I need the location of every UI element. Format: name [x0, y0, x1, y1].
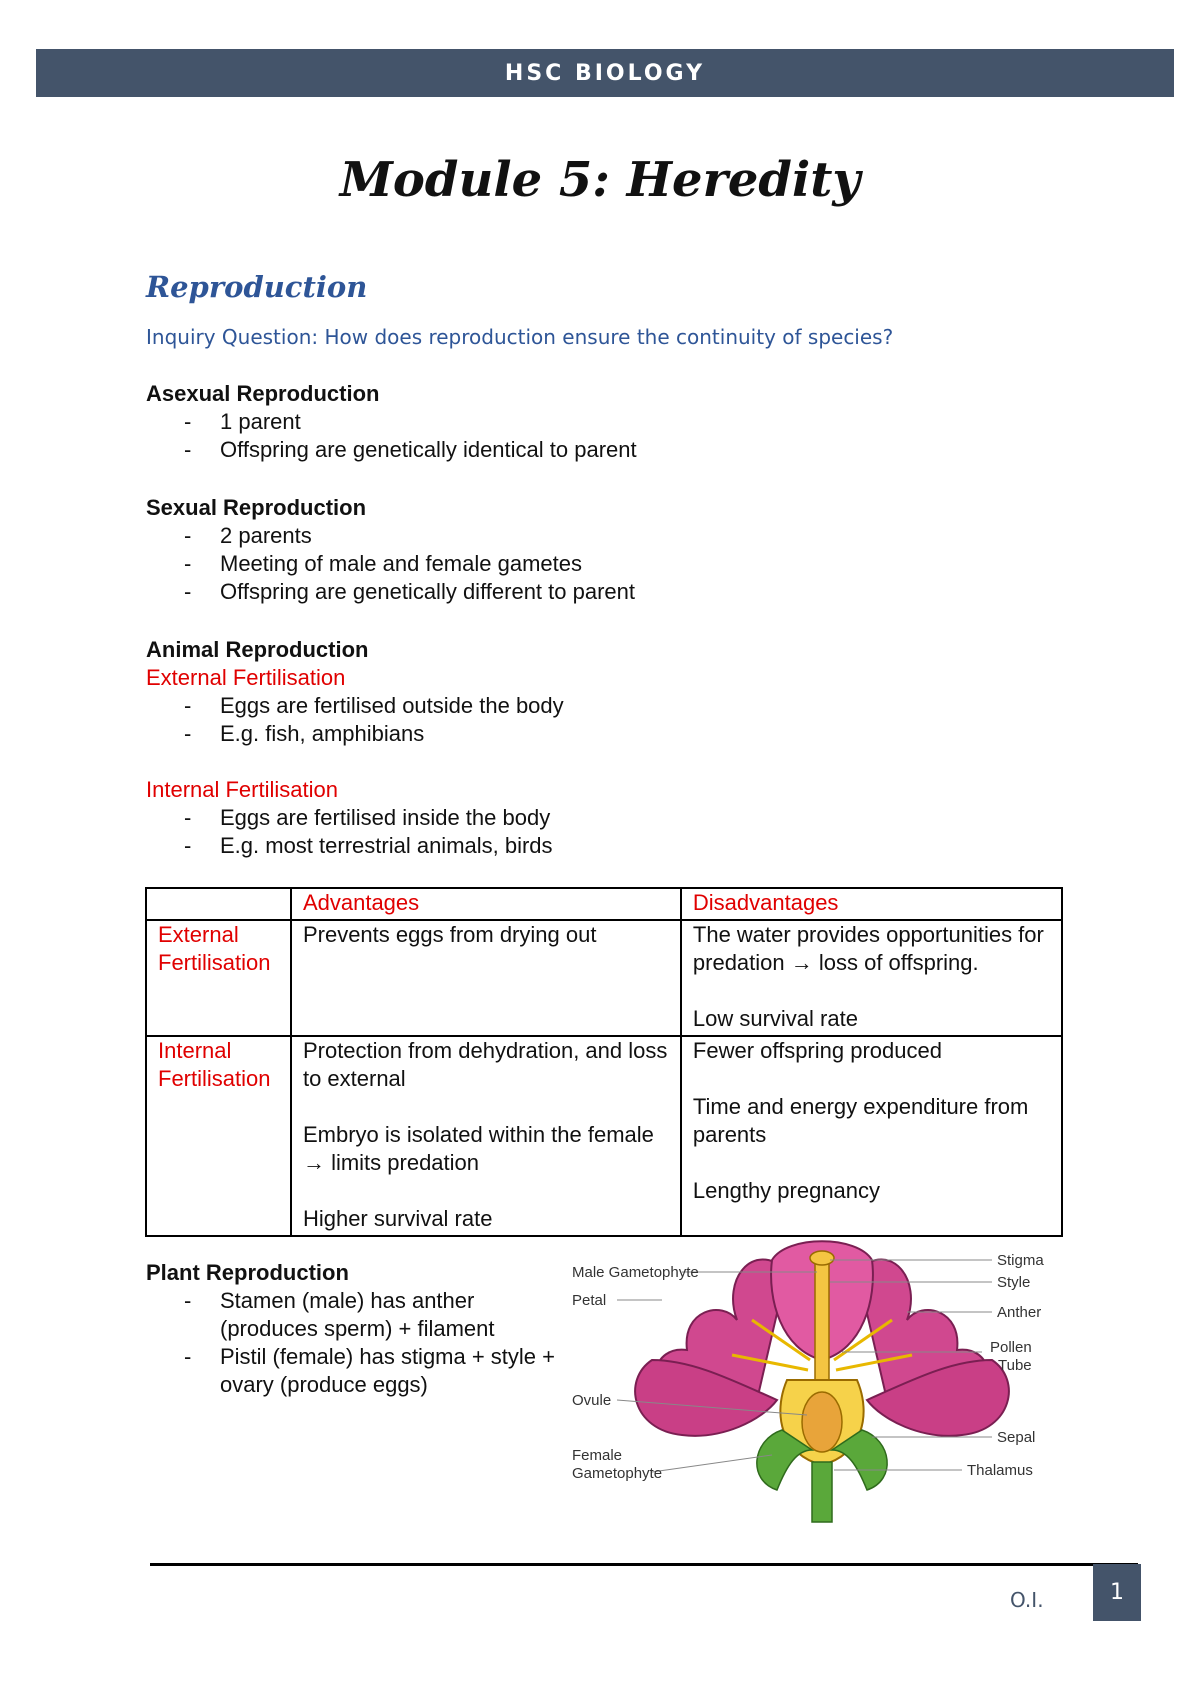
- asexual-list: [146, 408, 637, 464]
- list-item: - Offspring are genetically identical to parent: [184, 436, 637, 464]
- flower-diagram: [572, 1240, 1072, 1530]
- cell-text: Lengthy pregnancy: [692, 1178, 881, 1203]
- diagram-label: Thalamus: [967, 1462, 1033, 1479]
- fertilisation-table: [145, 887, 1063, 1237]
- sexual-block: [146, 494, 635, 606]
- diagram-label: Petal: [572, 1292, 607, 1309]
- cell-text: Protection from dehydration, and loss to external: [302, 1038, 668, 1091]
- header-bar: [36, 49, 1174, 97]
- diagram-label: Gametophyte: [572, 1465, 663, 1482]
- list-item: - 1 parent: [184, 408, 637, 436]
- list-item: - Meeting of male and female gametes: [184, 550, 635, 578]
- table-header-cell: Advantages: [291, 888, 681, 920]
- table-row: [146, 920, 1062, 1036]
- table-row: [146, 1036, 1062, 1236]
- external-list: [146, 692, 564, 748]
- sexual-list: [146, 522, 635, 606]
- cell-text: Fewer offspring produced: [692, 1038, 942, 1063]
- internal-heading: Internal Fertilisation: [146, 777, 338, 802]
- asexual-heading: Asexual Reproduction: [146, 381, 380, 406]
- list-item: - Eggs are fertilised inside the body: [184, 804, 564, 832]
- cell-text: Higher survival rate: [302, 1206, 493, 1231]
- diagram-label: Anther: [997, 1304, 1042, 1321]
- list-item: - E.g. most terrestrial animals, birds: [184, 832, 564, 860]
- footer-initials: O.I.: [1010, 1588, 1044, 1612]
- header-title: HSC BIOLOGY: [504, 60, 706, 86]
- table-header-cell: Disadvantages: [681, 888, 1062, 920]
- asexual-block: [146, 380, 637, 464]
- row-label: Internal Fertilisation: [146, 1036, 291, 1236]
- table-cell: [291, 1036, 681, 1236]
- cell-text: Embryo is isolated within the female → limits predation: [302, 1122, 654, 1175]
- diagram-label: Sepal: [997, 1429, 1036, 1446]
- cell-text: Time and energy expenditure from parents: [692, 1094, 1029, 1147]
- footer-divider: [150, 1563, 1138, 1566]
- table-header-cell: [146, 888, 291, 920]
- document-title: Module 5: Heredity: [339, 152, 861, 208]
- list-item: - Stamen (male) has anther (produces sperm) + filament: [184, 1287, 566, 1343]
- external-heading: External Fertilisation: [146, 665, 346, 690]
- diagram-label: Female: [572, 1447, 623, 1464]
- internal-list: [146, 804, 564, 860]
- diagram-label: Style: [997, 1274, 1031, 1291]
- cell-text: Low survival rate: [692, 1006, 858, 1031]
- page-number: [1093, 1564, 1141, 1621]
- row-label: External Fertilisation: [146, 920, 291, 1036]
- section-heading: Reproduction: [146, 270, 368, 304]
- cell-text: Prevents eggs from drying out: [302, 922, 597, 947]
- diagram-label: Ovule: [572, 1392, 612, 1409]
- table-cell: [681, 1036, 1062, 1236]
- plant-heading: Plant Reproduction: [146, 1260, 349, 1285]
- list-item: - 2 parents: [184, 522, 635, 550]
- page-number-text: 1: [1110, 1580, 1124, 1605]
- cell-text: The water provides opportunities for predation → loss of offspring.: [692, 922, 1044, 975]
- table-cell: [681, 920, 1062, 1036]
- list-item: - Pistil (female) has stigma + style + ovary (produce eggs): [184, 1343, 566, 1399]
- table-cell: [291, 920, 681, 1036]
- animal-heading: Animal Reproduction: [146, 637, 369, 662]
- diagram-label: Stigma: [997, 1252, 1044, 1269]
- flower-illustration: [635, 1241, 1009, 1522]
- plant-block: [146, 1259, 566, 1399]
- animal-block: [146, 636, 564, 860]
- list-item: - Eggs are fertilised outside the body: [184, 692, 564, 720]
- inquiry-question: Inquiry Question: How does reproduction ensure the continuity of species?: [146, 325, 894, 349]
- plant-list: [146, 1287, 566, 1399]
- diagram-label: Male Gametophyte: [572, 1264, 699, 1281]
- list-item: - E.g. fish, amphibians: [184, 720, 564, 748]
- list-item: - Offspring are genetically different to parent: [184, 578, 635, 606]
- sexual-heading: Sexual Reproduction: [146, 495, 367, 520]
- diagram-label: Pollen: [990, 1339, 1032, 1356]
- diagram-label: Tube: [998, 1357, 1032, 1374]
- table-header-row: [146, 888, 1062, 920]
